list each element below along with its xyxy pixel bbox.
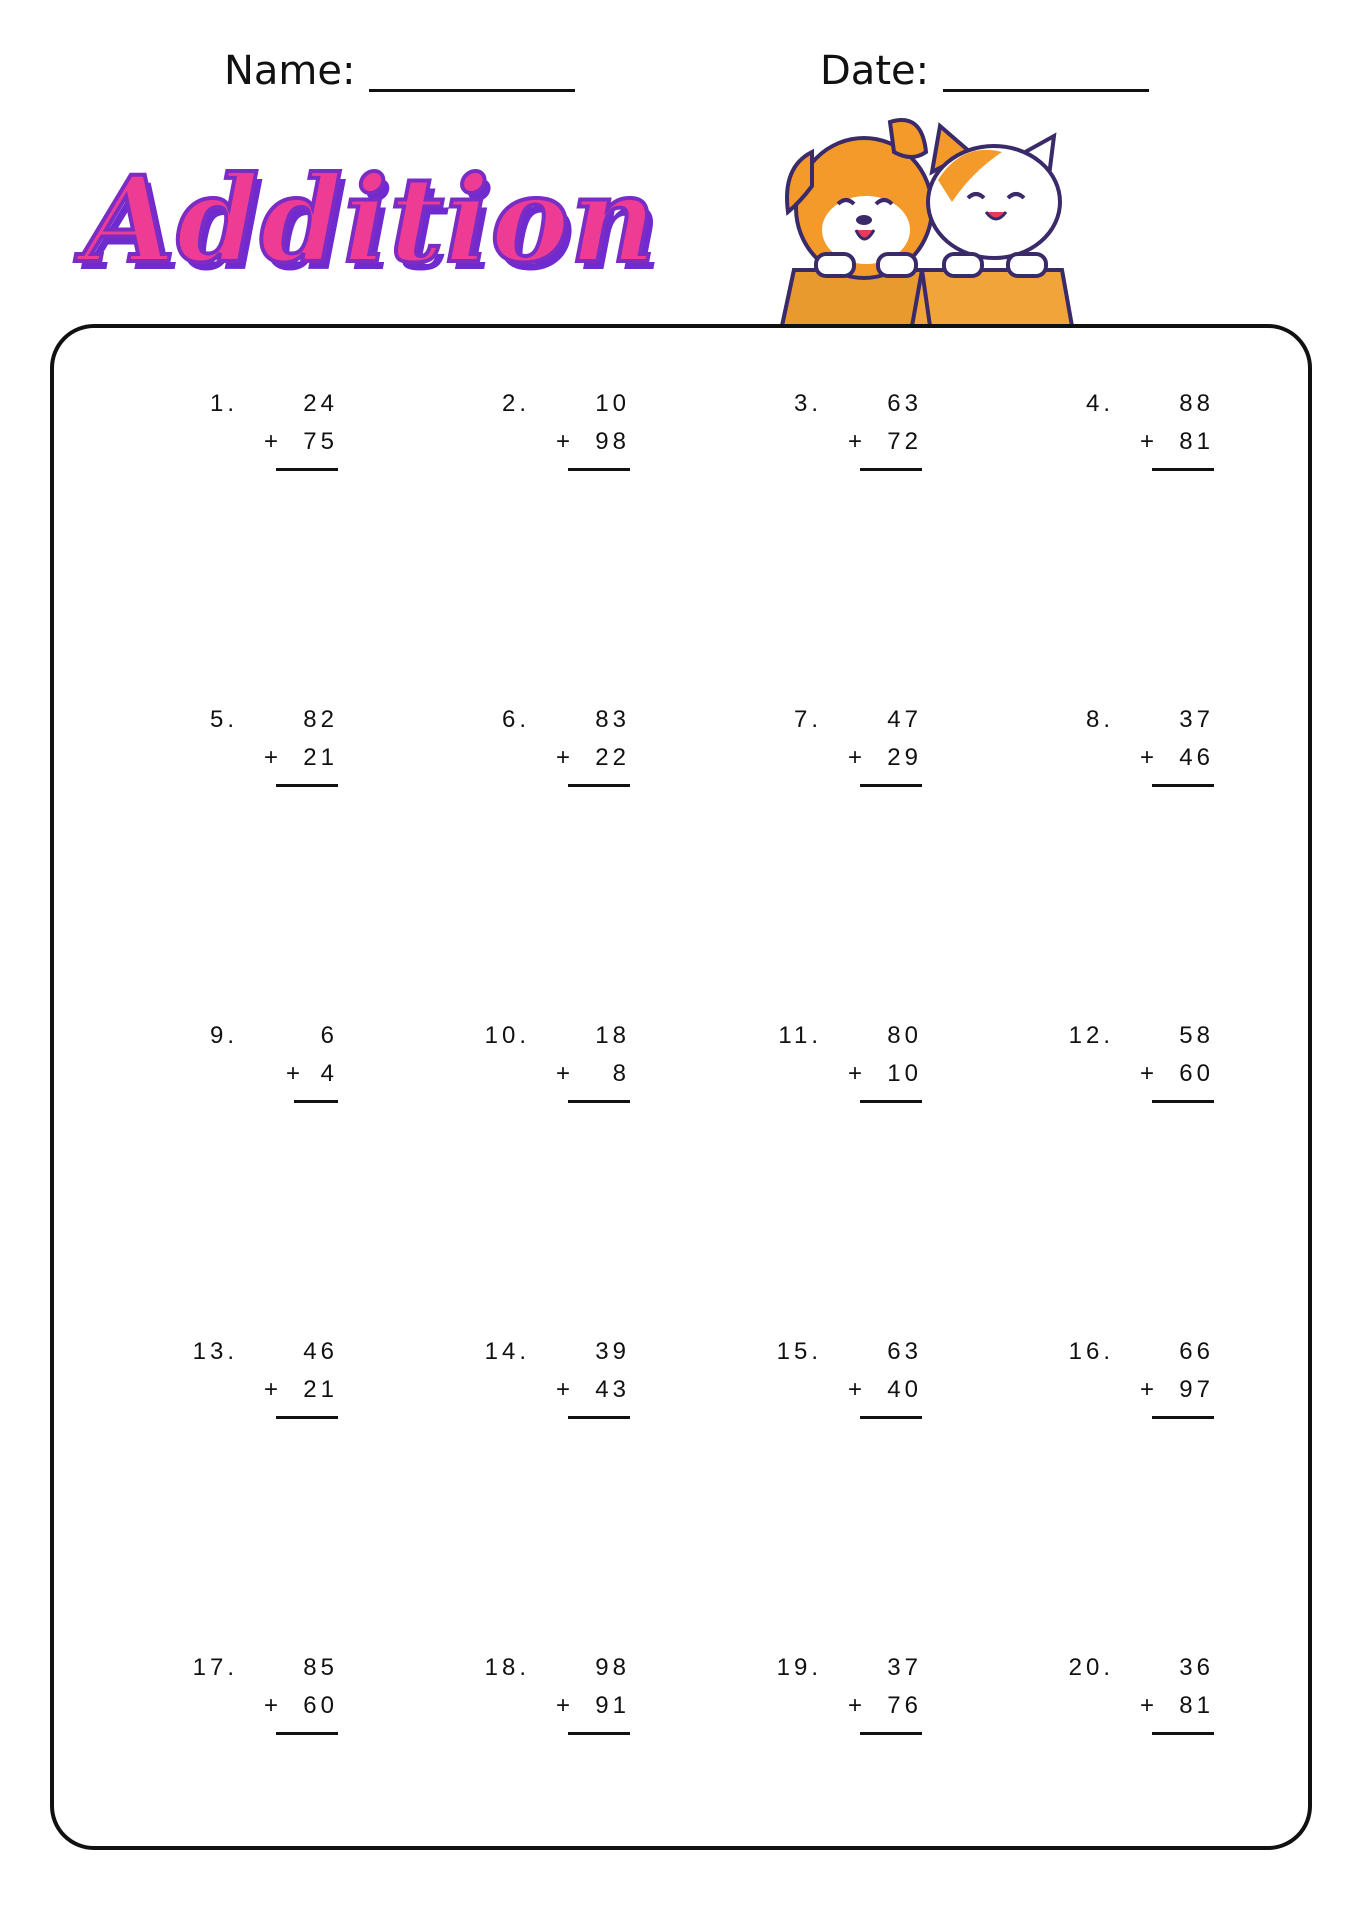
second-addend: 76 <box>887 1692 922 1719</box>
second-addend: 60 <box>1179 1060 1214 1087</box>
second-addend: 4 <box>320 1060 338 1087</box>
dog-and-cat-in-box-icon <box>772 112 1082 326</box>
first-addend: 37 <box>887 1654 922 1681</box>
addition-problem <box>756 1338 936 1438</box>
name-blank-line[interactable] <box>369 89 575 92</box>
second-addend: 72 <box>887 428 922 455</box>
first-addend: 83 <box>595 706 630 733</box>
first-addend: 46 <box>303 1338 338 1365</box>
answer-line[interactable] <box>568 1732 630 1735</box>
first-addend: 82 <box>303 706 338 733</box>
date-label: Date: <box>820 48 930 94</box>
addition-problem <box>756 706 936 806</box>
problem-number: 9. <box>209 1022 238 1049</box>
second-addend: 46 <box>1179 744 1214 771</box>
second-addend: 21 <box>303 1376 338 1403</box>
answer-line[interactable] <box>1152 468 1214 471</box>
first-addend: 47 <box>887 706 922 733</box>
answer-line[interactable] <box>276 1416 338 1419</box>
problem-number: 17. <box>192 1654 238 1681</box>
plus-sign: + <box>1139 1376 1158 1403</box>
first-addend: 63 <box>887 1338 922 1365</box>
answer-line[interactable] <box>276 1732 338 1735</box>
first-addend: 88 <box>1179 390 1214 417</box>
name-field[interactable] <box>224 48 575 94</box>
plus-sign: + <box>1139 1692 1158 1719</box>
problem-number: 8. <box>1085 706 1114 733</box>
problem-number: 15. <box>776 1338 822 1365</box>
plus-sign: + <box>847 1060 866 1087</box>
second-addend: 81 <box>1179 428 1214 455</box>
problem-number: 2. <box>501 390 530 417</box>
answer-line[interactable] <box>276 784 338 787</box>
answer-line[interactable] <box>568 468 630 471</box>
problem-number: 12. <box>1068 1022 1114 1049</box>
plus-sign: + <box>263 744 282 771</box>
addition-problem <box>756 1022 936 1122</box>
problem-number: 20. <box>1068 1654 1114 1681</box>
answer-line[interactable] <box>568 784 630 787</box>
first-addend: 24 <box>303 390 338 417</box>
first-addend: 85 <box>303 1654 338 1681</box>
plus-sign: + <box>555 1692 574 1719</box>
addition-problem <box>464 1654 644 1754</box>
problem-number: 19. <box>776 1654 822 1681</box>
answer-line[interactable] <box>568 1100 630 1103</box>
plus-sign: + <box>555 1376 574 1403</box>
second-addend: 43 <box>595 1376 630 1403</box>
addition-problem <box>464 1022 644 1122</box>
addition-problem <box>172 706 352 806</box>
addition-problem <box>1048 1338 1228 1438</box>
addition-problem <box>1048 706 1228 806</box>
answer-line[interactable] <box>1152 1100 1214 1103</box>
second-addend: 60 <box>303 1692 338 1719</box>
first-addend: 98 <box>595 1654 630 1681</box>
answer-line[interactable] <box>1152 1416 1214 1419</box>
plus-sign: + <box>555 428 574 455</box>
problem-number: 1. <box>209 390 238 417</box>
problem-number: 16. <box>1068 1338 1114 1365</box>
plus-sign: + <box>847 1692 866 1719</box>
answer-line[interactable] <box>1152 1732 1214 1735</box>
answer-line[interactable] <box>1152 784 1214 787</box>
plus-sign: + <box>285 1060 304 1087</box>
first-addend: 58 <box>1179 1022 1214 1049</box>
answer-line[interactable] <box>276 468 338 471</box>
addition-problem <box>464 706 644 806</box>
problem-number: 11. <box>778 1022 822 1049</box>
plus-sign: + <box>263 1692 282 1719</box>
first-addend: 36 <box>1179 1654 1214 1681</box>
date-field[interactable] <box>820 48 1149 94</box>
second-addend: 22 <box>595 744 630 771</box>
first-addend: 6 <box>320 1022 338 1049</box>
second-addend: 75 <box>303 428 338 455</box>
addition-problem <box>464 390 644 490</box>
problem-number: 13. <box>192 1338 238 1365</box>
second-addend: 97 <box>1179 1376 1214 1403</box>
second-addend: 29 <box>887 744 922 771</box>
plus-sign: + <box>847 428 866 455</box>
second-addend: 40 <box>887 1376 922 1403</box>
first-addend: 18 <box>595 1022 630 1049</box>
problem-number: 6. <box>501 706 530 733</box>
plus-sign: + <box>555 1060 574 1087</box>
answer-line[interactable] <box>294 1100 338 1103</box>
problem-number: 7. <box>793 706 822 733</box>
addition-problem <box>172 390 352 490</box>
answer-line[interactable] <box>860 1732 922 1735</box>
first-addend: 63 <box>887 390 922 417</box>
addition-problem <box>756 390 936 490</box>
addition-problem <box>172 1338 352 1438</box>
first-addend: 37 <box>1179 706 1214 733</box>
addition-problem <box>464 1338 644 1438</box>
name-label: Name: <box>224 48 356 94</box>
problem-number: 10. <box>484 1022 530 1049</box>
addition-problem <box>1048 390 1228 490</box>
first-addend: 10 <box>595 390 630 417</box>
plus-sign: + <box>263 428 282 455</box>
plus-sign: + <box>555 744 574 771</box>
second-addend: 10 <box>887 1060 922 1087</box>
addition-problem <box>172 1654 352 1754</box>
problem-number: 14. <box>484 1338 530 1365</box>
first-addend: 80 <box>887 1022 922 1049</box>
plus-sign: + <box>263 1376 282 1403</box>
plus-sign: + <box>1139 744 1158 771</box>
first-addend: 39 <box>595 1338 630 1365</box>
problem-number: 3. <box>793 390 822 417</box>
second-addend: 21 <box>303 744 338 771</box>
answer-line[interactable] <box>860 468 922 471</box>
first-addend: 66 <box>1179 1338 1214 1365</box>
addition-problem <box>1048 1022 1228 1122</box>
addition-problem <box>756 1654 936 1754</box>
second-addend: 81 <box>1179 1692 1214 1719</box>
addition-problem <box>1048 1654 1228 1754</box>
answer-line[interactable] <box>860 784 922 787</box>
second-addend: 91 <box>595 1692 630 1719</box>
second-addend: 98 <box>595 428 630 455</box>
answer-line[interactable] <box>860 1100 922 1103</box>
problem-number: 4. <box>1085 390 1114 417</box>
plus-sign: + <box>847 1376 866 1403</box>
problem-number: 18. <box>484 1654 530 1681</box>
page-title: Addition <box>84 150 658 289</box>
addition-problem <box>172 1022 352 1122</box>
date-blank-line[interactable] <box>943 89 1149 92</box>
answer-line[interactable] <box>860 1416 922 1419</box>
problem-number: 5. <box>209 706 238 733</box>
plus-sign: + <box>847 744 866 771</box>
plus-sign: + <box>1139 428 1158 455</box>
plus-sign: + <box>1139 1060 1158 1087</box>
second-addend: 8 <box>612 1060 630 1087</box>
problems-card <box>50 324 1312 1850</box>
answer-line[interactable] <box>568 1416 630 1419</box>
